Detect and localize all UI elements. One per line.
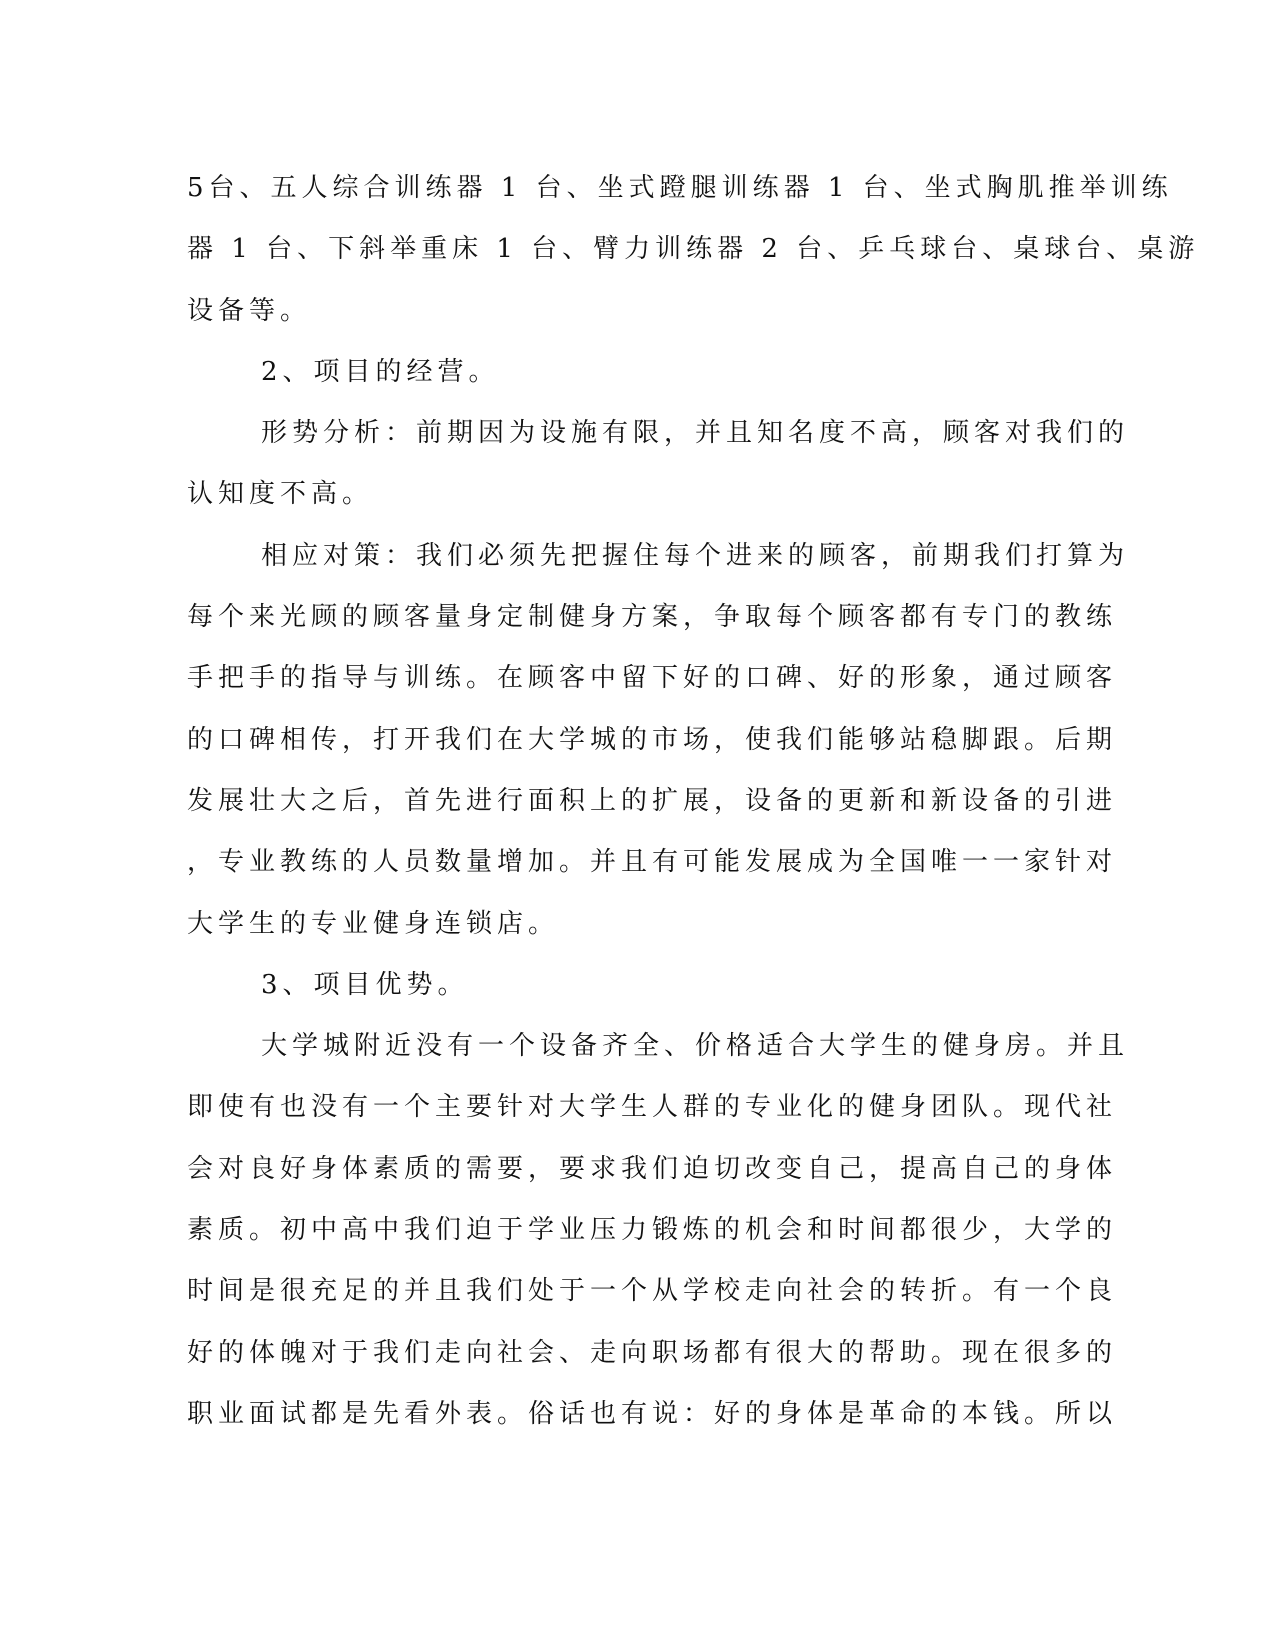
text-line: 即使有也没有一个主要针对大学生人群的专业化的健身团队。现代社	[187, 1092, 1118, 1123]
text-line: 好的体魄对于我们走向社会、走向职场都有很大的帮助。现在很多的	[187, 1337, 1118, 1368]
section-heading: 2、项目的经营。	[261, 356, 500, 387]
text-line: 手把手的指导与训练。在顾客中留下好的口碑、好的形象，通过顾客	[187, 663, 1118, 694]
section-heading: 3、项目优势。	[261, 969, 469, 1000]
text-line: 发展壮大之后，首先进行面积上的扩展，设备的更新和新设备的引进	[187, 785, 1118, 816]
text-line: 素质。初中高中我们迫于学业压力锻炼的机会和时间都很少，大学的	[187, 1215, 1118, 1246]
text-line: 职业面试都是先看外表。俗话也有说：好的身体是革命的本钱。所以	[187, 1398, 1118, 1429]
text-line: 设备等。	[187, 295, 312, 326]
text-line: 5台、五人综合训练器 1 台、坐式蹬腿训练器 1 台、坐式胸肌推举训练	[187, 173, 1173, 203]
text-line: ，专业教练的人员数量增加。并且有可能发展成为全国唯一一家针对	[187, 847, 1118, 878]
text-line: 的口碑相传，打开我们在大学城的市场，使我们能够站稳脚跟。后期	[187, 724, 1118, 755]
text-line: 每个来光顾的顾客量身定制健身方案，争取每个顾客都有专门的教练	[187, 602, 1118, 633]
text-line: 形势分析：前期因为设施有限，并且知名度不高，顾客对我们的	[261, 418, 1130, 449]
document-body	[187, 158, 1200, 1445]
text-line: 会对良好身体素质的需要，要求我们迫切改变自己，提高自己的身体	[187, 1153, 1118, 1184]
text-line: 认知度不高。	[187, 479, 374, 510]
text-line: 大学生的专业健身连锁店。	[187, 908, 560, 939]
text-line: 器 1 台、下斜举重床 1 台、臂力训练器 2 台、乒乓球台、桌球台、桌游	[187, 234, 1200, 265]
text-line: 相应对策：我们必须先把握住每个进来的顾客，前期我们打算为	[261, 540, 1130, 571]
text-line: 时间是很充足的并且我们处于一个从学校走向社会的转折。有一个良	[187, 1276, 1118, 1307]
text-line: 大学城附近没有一个设备齐全、价格适合大学生的健身房。并且	[261, 1031, 1130, 1062]
